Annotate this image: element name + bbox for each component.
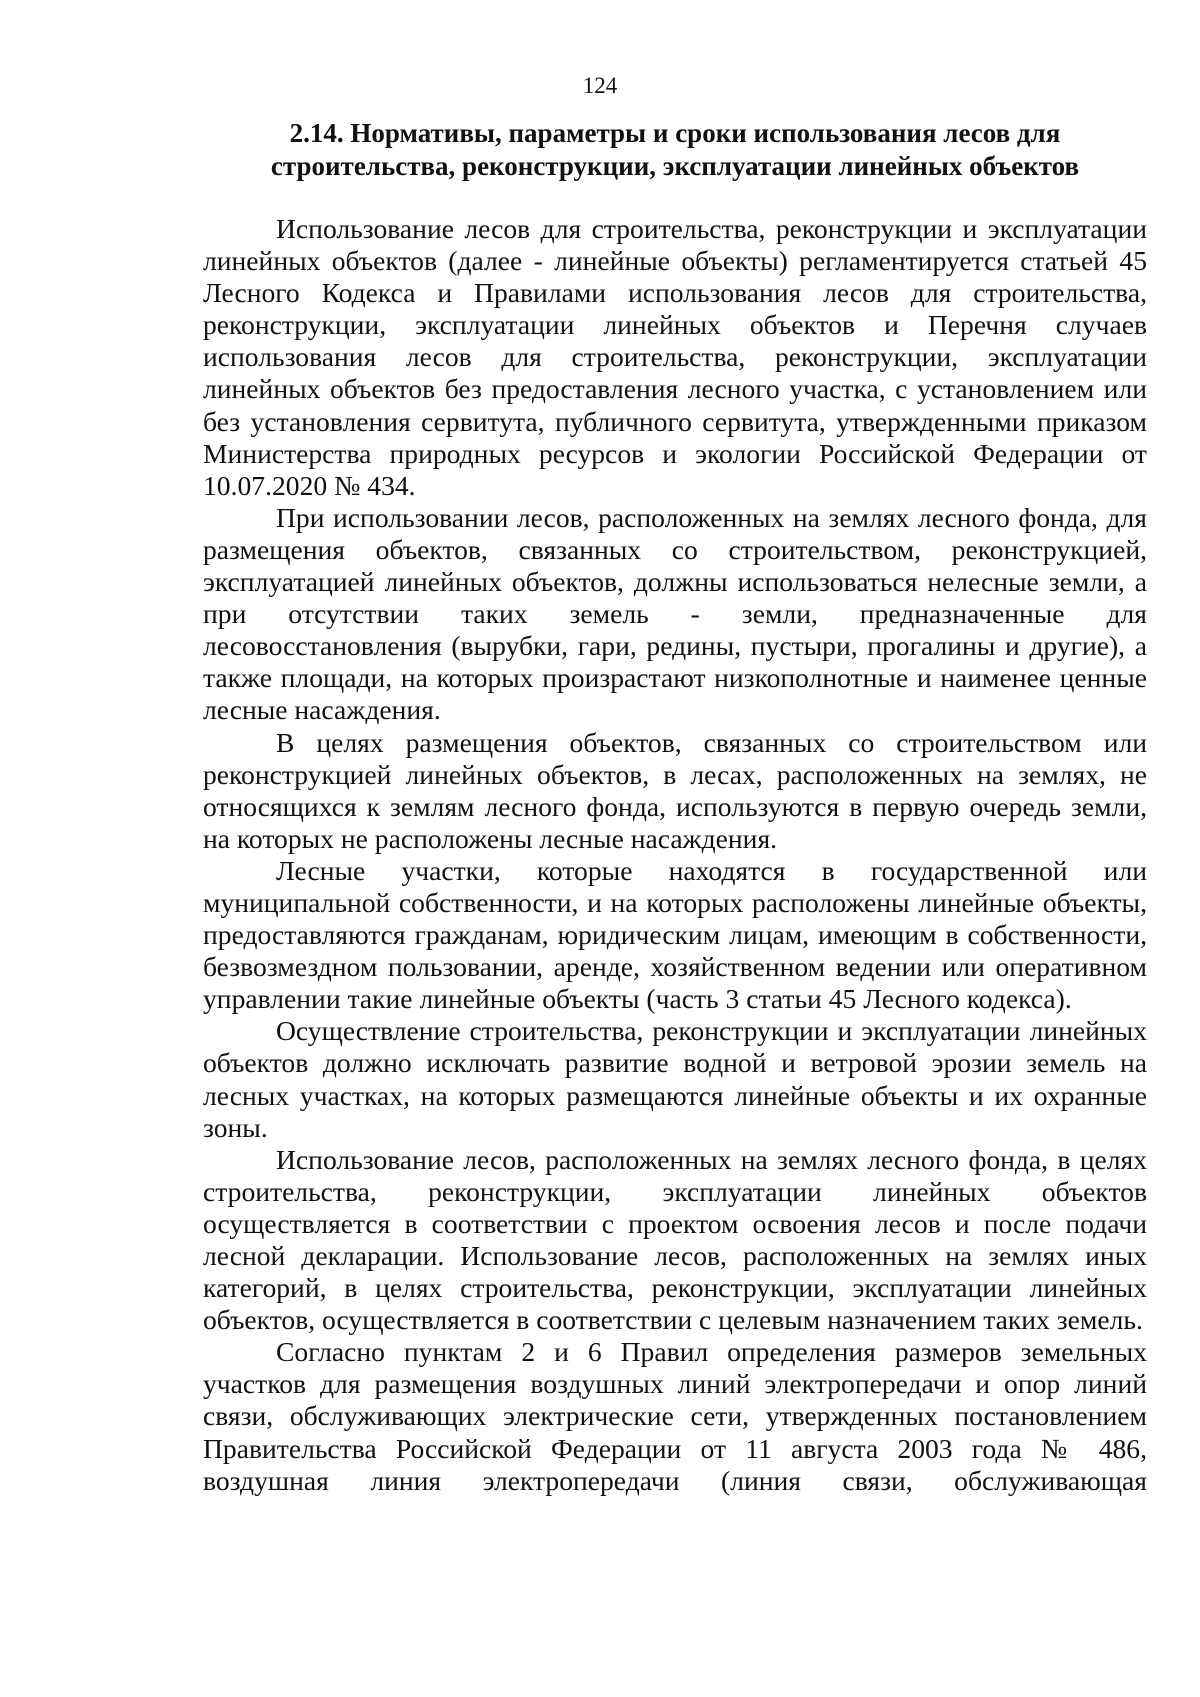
paragraph-7: Согласно пунктам 2 и 6 Правил определения размеров земельных участков для размещения воздушных линий электропередачи и опор линий связи, обслуживающих электрические сети, утвержденных постановлением Правительства Российской Федерации от 11 августа 2003 года № 486, воздушная линия электропередачи (линия связи, обслуживающая	[203, 1336, 1147, 1496]
section-heading-line-1: 2.14. Нормативы, параметры и сроки использования лесов для	[289, 118, 1061, 148]
paragraph-5: Осуществление строительства, реконструкции и эксплуатации линейных объектов должно исключать развитие водной и ветровой эрозии земель на лесных участках, на которых размещаются линейные объекты и их охранные зоны.	[203, 1015, 1147, 1143]
paragraph-1: Использование лесов для строительства, реконструкции и эксплуатации линейных объектов (далее - линейные объекты) регламентируется статьей 45 Лесного Кодекса и Правилами использования лесов для строительства, реконструкции, эксплуатации линейных объектов и Перечня случаев использования лесов для строительства, реконструкции, эксплуатации линейных объектов без предоставления лесного участка, с установлением или без установления сервитута, публичного сервитута, утвержденными приказом Министерства природных ресурсов и экологии Российской Федерации от 10.07.2020 № 434.	[203, 213, 1147, 501]
section-heading-line-2: строительства, реконструкции, эксплуатации линейных объектов	[270, 151, 1080, 181]
body-text	[203, 213, 1147, 1497]
paragraph-3: В целях размещения объектов, связанных со строительством или реконструкцией линейных объектов, в лесах, расположенных на землях, не относящихся к землям лесного фонда, используются в первую очередь земли, на которых не расположены лесные насаждения.	[203, 726, 1147, 854]
paragraph-4: Лесные участки, которые находятся в государственной или муниципальной собственности, и на которых расположены линейные объекты, предоставляются гражданам, юридическим лицам, имеющим в собственности, безвозмездном пользовании, аренде, хозяйственном ведении или оперативном управлении такие линейные объекты (часть 3 статьи 45 Лесного кодекса).	[203, 854, 1147, 1015]
paragraph-2: При использовании лесов, расположенных на землях лесного фонда, для размещения объектов, связанных со строительством, реконструкцией, эксплуатацией линейных объектов, должны использоваться нелесные земли, а при отсутствии таких земель - земли, предназначенные для лесовосстановления (вырубки, гари, редины, пустыри, прогалины и другие), а также площади, на которых произрастают низкополнотные и наименее ценные лесные насаждения.	[203, 501, 1147, 726]
page-number: 124	[582, 73, 618, 98]
paragraph-6: Использование лесов, расположенных на землях лесного фонда, в целях строительства, реконструкции, эксплуатации линейных объектов осуществляется в соответствии с проектом освоения лесов и после подачи лесной декларации. Использование лесов, расположенных на землях иных категорий, в целях строительства, реконструкции, эксплуатации линейных объектов, осуществляется в соответствии с целевым назначением таких земель.	[203, 1143, 1147, 1336]
section-heading	[200, 117, 1150, 183]
